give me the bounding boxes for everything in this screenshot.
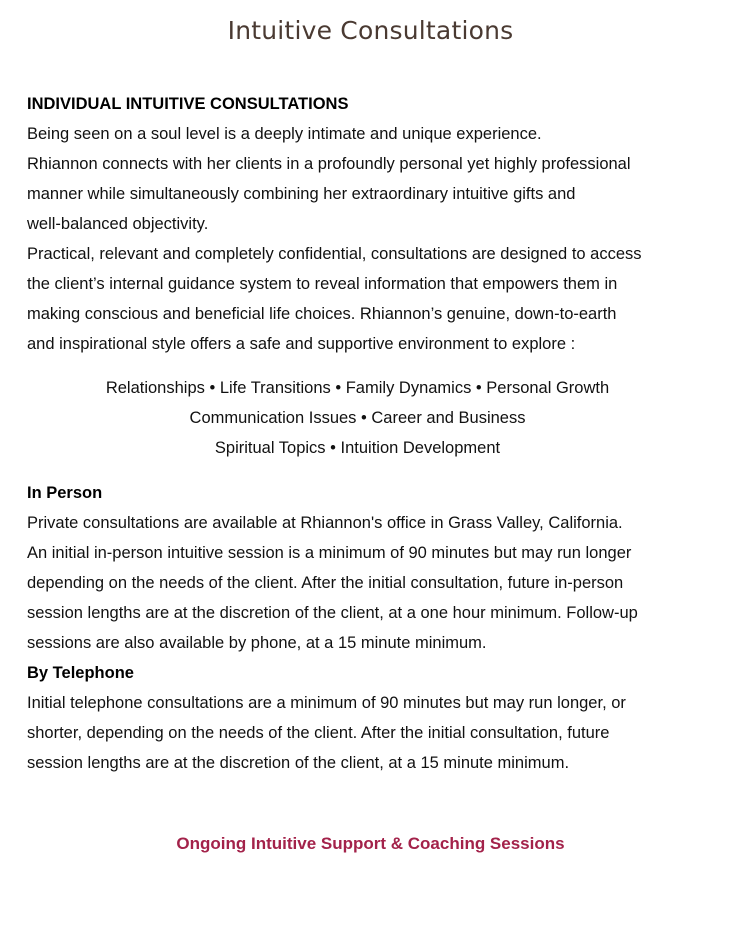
- body-line: session lengths are at the discretion of the client, at a one hour minimum. Follow-up: [27, 604, 638, 622]
- section-heading-individual: INDIVIDUAL INTUITIVE CONSULTATIONS: [27, 95, 349, 113]
- section-heading-telephone: By Telephone: [27, 664, 134, 682]
- body-line: making conscious and beneficial life choices. Rhiannon’s genuine, down-to-earth: [27, 305, 617, 323]
- body-line: Initial telephone consultations are a minimum of 90 minutes but may run longer, or: [27, 694, 626, 712]
- topics-line: Spiritual Topics • Intuition Development: [214, 439, 501, 457]
- page-title: Intuitive Consultations: [227, 16, 514, 45]
- topics-line: Communication Issues • Career and Business: [189, 409, 526, 427]
- body-line: manner while simultaneously combining her extraordinary intuitive gifts and: [27, 185, 576, 203]
- topics-line: Relationships • Life Transitions • Family Dynamics • Personal Growth: [105, 379, 610, 397]
- body-line: An initial in-person intuitive session is a minimum of 90 minutes but may run longer: [27, 544, 632, 562]
- body-line: the client’s internal guidance system to reveal information that empowers them in: [27, 275, 618, 293]
- topics-list: [27, 373, 727, 463]
- coaching-sessions-link[interactable]: Ongoing Intuitive Support & Coaching Sessions: [176, 834, 565, 853]
- body-line: Rhiannon connects with her clients in a profoundly personal yet highly professional: [27, 155, 631, 173]
- body-line: Practical, relevant and completely confidential, consultations are designed to access: [27, 245, 642, 263]
- body-line: Being seen on a soul level is a deeply intimate and unique experience.: [27, 125, 542, 143]
- in-person-body: [27, 508, 727, 658]
- body-line: sessions are also available by phone, at a 15 minute minimum.: [27, 634, 487, 652]
- body-line: and inspirational style offers a safe and supportive environment to explore :: [27, 335, 576, 353]
- main-content: [27, 89, 727, 778]
- individual-body: [27, 119, 727, 359]
- section-heading-in-person: In Person: [27, 484, 103, 502]
- body-line: shorter, depending on the needs of the client. After the initial consultation, future: [27, 724, 610, 742]
- body-line: session lengths are at the discretion of the client, at a 15 minute minimum.: [27, 754, 570, 772]
- body-line: well-balanced objectivity.: [27, 215, 209, 233]
- body-line: Private consultations are available at Rhiannon's office in Grass Valley, California.: [27, 514, 623, 532]
- telephone-body: [27, 688, 727, 778]
- body-line: depending on the needs of the client. After the initial consultation, future in-person: [27, 574, 624, 592]
